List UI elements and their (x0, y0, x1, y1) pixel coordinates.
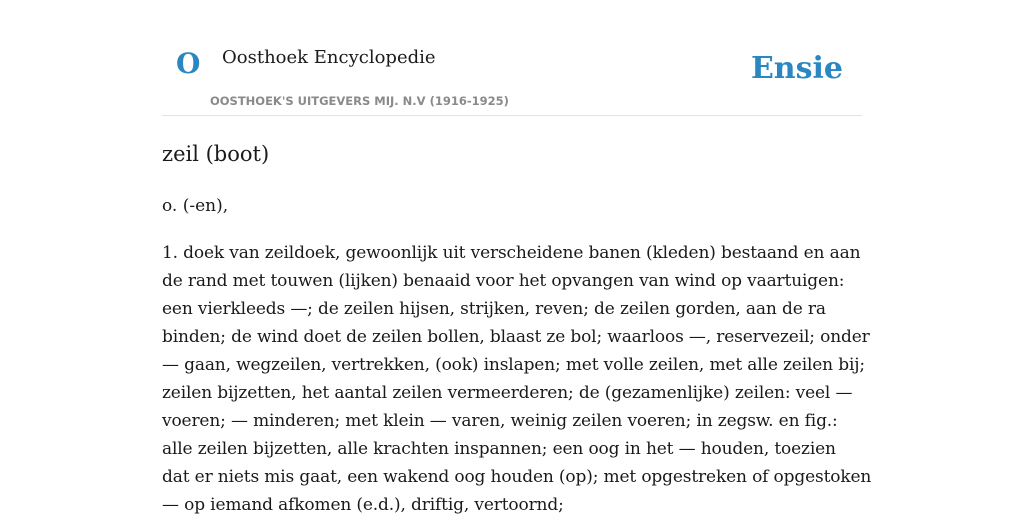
source-title[interactable]: Oosthoek Encyclopedie (222, 47, 436, 68)
ensie-logo-link[interactable]: Ensie (750, 51, 843, 86)
definition-line: voeren; — minderen; met klein — varen, weinig zeilen voeren; in zegsw. en fig.: (162, 411, 838, 431)
definition-line: 1. doek van zeildoek, gewoonlijk uit verscheidene banen (kleden) bestaand en aan (162, 243, 861, 263)
page (162, 0, 872, 515)
source-header (162, 0, 862, 116)
grammar-info: o. (-en), (162, 196, 229, 216)
definition-line: dat er niets mis gaat, een wakend oog houden (op); met opgestreken of opgestoken (162, 467, 872, 487)
definition-line: — op iemand afkomen (e.d.), driftig, vertoornd; (162, 495, 564, 515)
entry-title: zeil (boot) (162, 142, 270, 166)
definition-line: de rand met touwen (lijken) benaaid voor het opvangen van wind op vaartuigen: (162, 271, 845, 291)
definition-line: binden; de wind doet de zeilen bollen, blaast ze bol; waarloos —, reservezeil; onder (162, 327, 870, 347)
definition-line: zeilen bijzetten, het aantal zeilen vermeerderen; de (gezamenlijke) zeilen: veel — (162, 383, 853, 403)
publisher-label: OOSTHOEK'S UITGEVERS MIJ. N.V (1916-1925) (210, 94, 509, 108)
definition-line: — gaan, wegzeilen, vertrekken, (ook) inslapen; met volle zeilen, met alle zeilen bij; (162, 355, 865, 375)
definition-text (162, 239, 872, 519)
source-logo: O (176, 47, 201, 80)
definition-line: alle zeilen bijzetten, alle krachten inspannen; een oog in het — houden, toezien (162, 439, 836, 459)
definition-line: een vierkleeds —; de zeilen hijsen, strijken, reven; de zeilen gorden, aan de ra (162, 299, 826, 319)
